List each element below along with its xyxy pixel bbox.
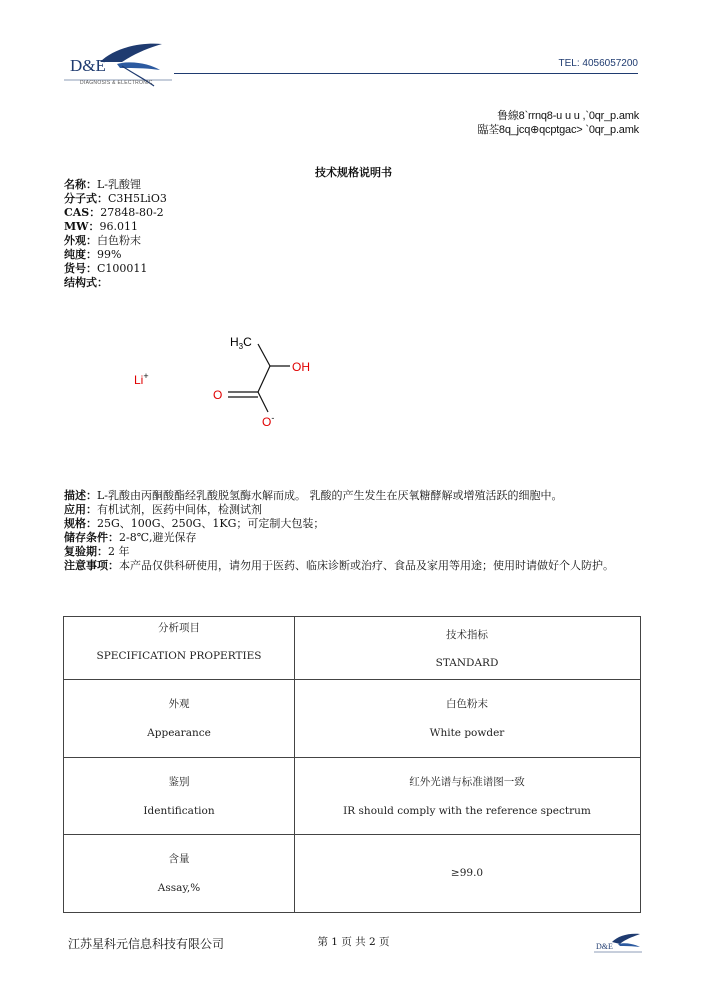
document-title: 技术规格说明书 bbox=[315, 166, 392, 179]
row-appearance-item-cn: 外观 bbox=[168, 698, 190, 710]
header-item-en: SPECIFICATION PROPERTIES bbox=[96, 650, 262, 662]
application: 应用：有机试剂，医药中间体，检测试剂 bbox=[64, 503, 262, 516]
header-standard-en: STANDARD bbox=[435, 657, 499, 669]
tel-number: TEL: 4056057200 bbox=[558, 58, 638, 69]
row-identification-item-en: Identification bbox=[143, 805, 215, 817]
row-appearance-item-en: Appearance bbox=[147, 727, 211, 739]
company-name: 江苏星科元信息科技有限公司 bbox=[68, 937, 225, 951]
specification-table bbox=[63, 616, 641, 913]
hydroxyl-label: OH bbox=[292, 360, 310, 374]
row-divider bbox=[64, 834, 640, 835]
row-divider bbox=[64, 757, 640, 758]
contact-line-1: 鲁線8`rrnq8-u u u ,`0qr_p.amk bbox=[497, 110, 639, 122]
carboxylate-oxygen-label: O- bbox=[262, 413, 275, 429]
row-appearance-std-en: White powder bbox=[429, 727, 505, 739]
logo-subtitle: DIAGNOSIS & ELECTRONIC bbox=[80, 80, 153, 86]
field-mw: MW：96.011 bbox=[64, 220, 139, 233]
row-appearance-std-cn: 白色粉末 bbox=[446, 698, 488, 710]
footer-logo bbox=[594, 932, 644, 956]
page-number: 第 1 页 共 2 页 bbox=[317, 936, 390, 948]
row-assay-std: ≥99.0 bbox=[450, 867, 484, 879]
logo-text: D&E bbox=[70, 56, 106, 75]
field-name: 名称：L-乳酸锂 bbox=[64, 178, 142, 191]
row-identification-std-cn: 红外光谱与标准谱图一致 bbox=[409, 776, 525, 788]
field-cas: CAS：27848-80-2 bbox=[64, 206, 164, 219]
lithium-ion-label: Li+ bbox=[134, 371, 149, 387]
header-item-cn: 分析项目 bbox=[158, 622, 200, 634]
contact-line-2: 臨荃8q_jcq⊕qcptgac> `0qr_p.amk bbox=[477, 124, 639, 136]
precautions: 注意事项：本产品仅供科研使用，请勿用于医药、临床诊断或治疗、食品及家用等用途；使用时请做好个人防护。 bbox=[64, 559, 614, 572]
field-formula: 分子式：C3H5LiO3 bbox=[64, 192, 167, 205]
footer-logo-text: D&E bbox=[596, 942, 613, 951]
row-divider bbox=[64, 679, 640, 680]
retest-period: 复验期：2 年 bbox=[64, 545, 130, 558]
carbonyl-oxygen-label: O bbox=[213, 388, 223, 402]
header-rule bbox=[174, 73, 638, 74]
methyl-label: $H_3C$ bbox=[230, 335, 252, 351]
row-assay-item-cn: 含量 bbox=[168, 853, 190, 865]
row-assay-item-en: Assay,% bbox=[157, 882, 201, 894]
field-catalog-number: 货号：C100011 bbox=[64, 262, 148, 275]
storage-condition: 储存条件：2-8℃,避光保存 bbox=[64, 531, 197, 544]
package-sizes: 规格：25G、100G、250G、1KG；可定制大包装； bbox=[64, 517, 325, 530]
row-identification-std-en: IR should comply with the reference spectrum bbox=[343, 805, 591, 817]
field-appearance: 外观：白色粉末 bbox=[64, 234, 141, 247]
header-standard-cn: 技术指标 bbox=[446, 629, 488, 641]
chemical-structure bbox=[120, 320, 340, 440]
field-structure: 结构式： bbox=[64, 276, 108, 289]
field-purity: 纯度：99% bbox=[64, 248, 122, 261]
row-identification-item-cn: 鉴别 bbox=[168, 776, 190, 788]
description: 描述：L-乳酸由丙酮酸酯经乳酸脱氢酶水解而成。 乳酸的产生发生在厌氧糖酵解或增殖活跃的细胞中。 bbox=[64, 489, 563, 502]
